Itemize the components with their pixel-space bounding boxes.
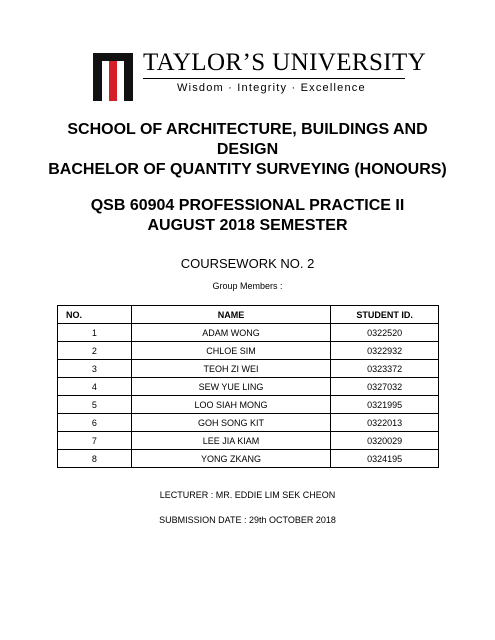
row-name: YONG ZKANG <box>131 450 330 468</box>
university-logo <box>93 48 427 104</box>
table-row <box>58 378 439 396</box>
row-student-id: 0322013 <box>331 414 439 432</box>
row-no: 7 <box>58 432 132 450</box>
group-members-table <box>57 305 439 468</box>
row-no: 2 <box>58 342 132 360</box>
table-row <box>58 432 439 450</box>
coursework-number: COURSEWORK NO. 2 <box>180 256 315 271</box>
programme-name: BACHELOR OF QUANTITY SURVEYING (HONOURS) <box>48 161 447 178</box>
row-student-id: 0322520 <box>331 324 439 342</box>
row-student-id: 0321995 <box>331 396 439 414</box>
school-name: SCHOOL OF ARCHITECTURE, BUILDINGS AND DESIGN <box>67 121 428 158</box>
semester: AUGUST 2018 SEMESTER <box>147 217 348 234</box>
row-name: TEOH ZI WEI <box>131 360 330 378</box>
row-no: 1 <box>58 324 132 342</box>
row-no: 3 <box>58 360 132 378</box>
row-student-id: 0320029 <box>331 432 439 450</box>
row-name: LOO SIAH MONG <box>131 396 330 414</box>
university-name: TAYLOR’S UNIVERSITY <box>143 49 427 76</box>
row-student-id: 0327032 <box>331 378 439 396</box>
header-name: NAME <box>131 306 330 324</box>
row-no: 4 <box>58 378 132 396</box>
table-row <box>58 414 439 432</box>
submission-date-line: SUBMISSION DATE : 29th OCTOBER 2018 <box>159 515 336 525</box>
row-name: GOH SONG KIT <box>131 414 330 432</box>
table-row <box>58 450 439 468</box>
group-members-label: Group Members : <box>212 281 283 291</box>
school-heading <box>0 120 495 180</box>
header-student-id: STUDENT ID. <box>331 306 439 324</box>
header-no: NO. <box>58 306 132 324</box>
table-row <box>58 342 439 360</box>
table-row <box>58 324 439 342</box>
row-name: ADAM WONG <box>131 324 330 342</box>
row-student-id: 0322932 <box>331 342 439 360</box>
row-name: LEE JIA KIAM <box>131 432 330 450</box>
university-tagline: Wisdom · Integrity · Excellence <box>177 82 366 94</box>
row-name: CHLOE SIM <box>131 342 330 360</box>
row-no: 5 <box>58 396 132 414</box>
taylors-emblem-icon <box>93 53 133 101</box>
lecturer-line: LECTURER : MR. EDDIE LIM SEK CHEON <box>159 490 336 500</box>
course-code: QSB 60904 PROFESSIONAL PRACTICE II <box>90 197 405 214</box>
table-header-row <box>58 306 439 324</box>
logo-divider <box>143 78 405 79</box>
row-no: 8 <box>58 450 132 468</box>
row-student-id: 0324195 <box>331 450 439 468</box>
table-row <box>58 396 439 414</box>
table-row <box>58 360 439 378</box>
row-student-id: 0323372 <box>331 360 439 378</box>
row-no: 6 <box>58 414 132 432</box>
row-name: SEW YUE LING <box>131 378 330 396</box>
course-heading <box>0 196 495 236</box>
